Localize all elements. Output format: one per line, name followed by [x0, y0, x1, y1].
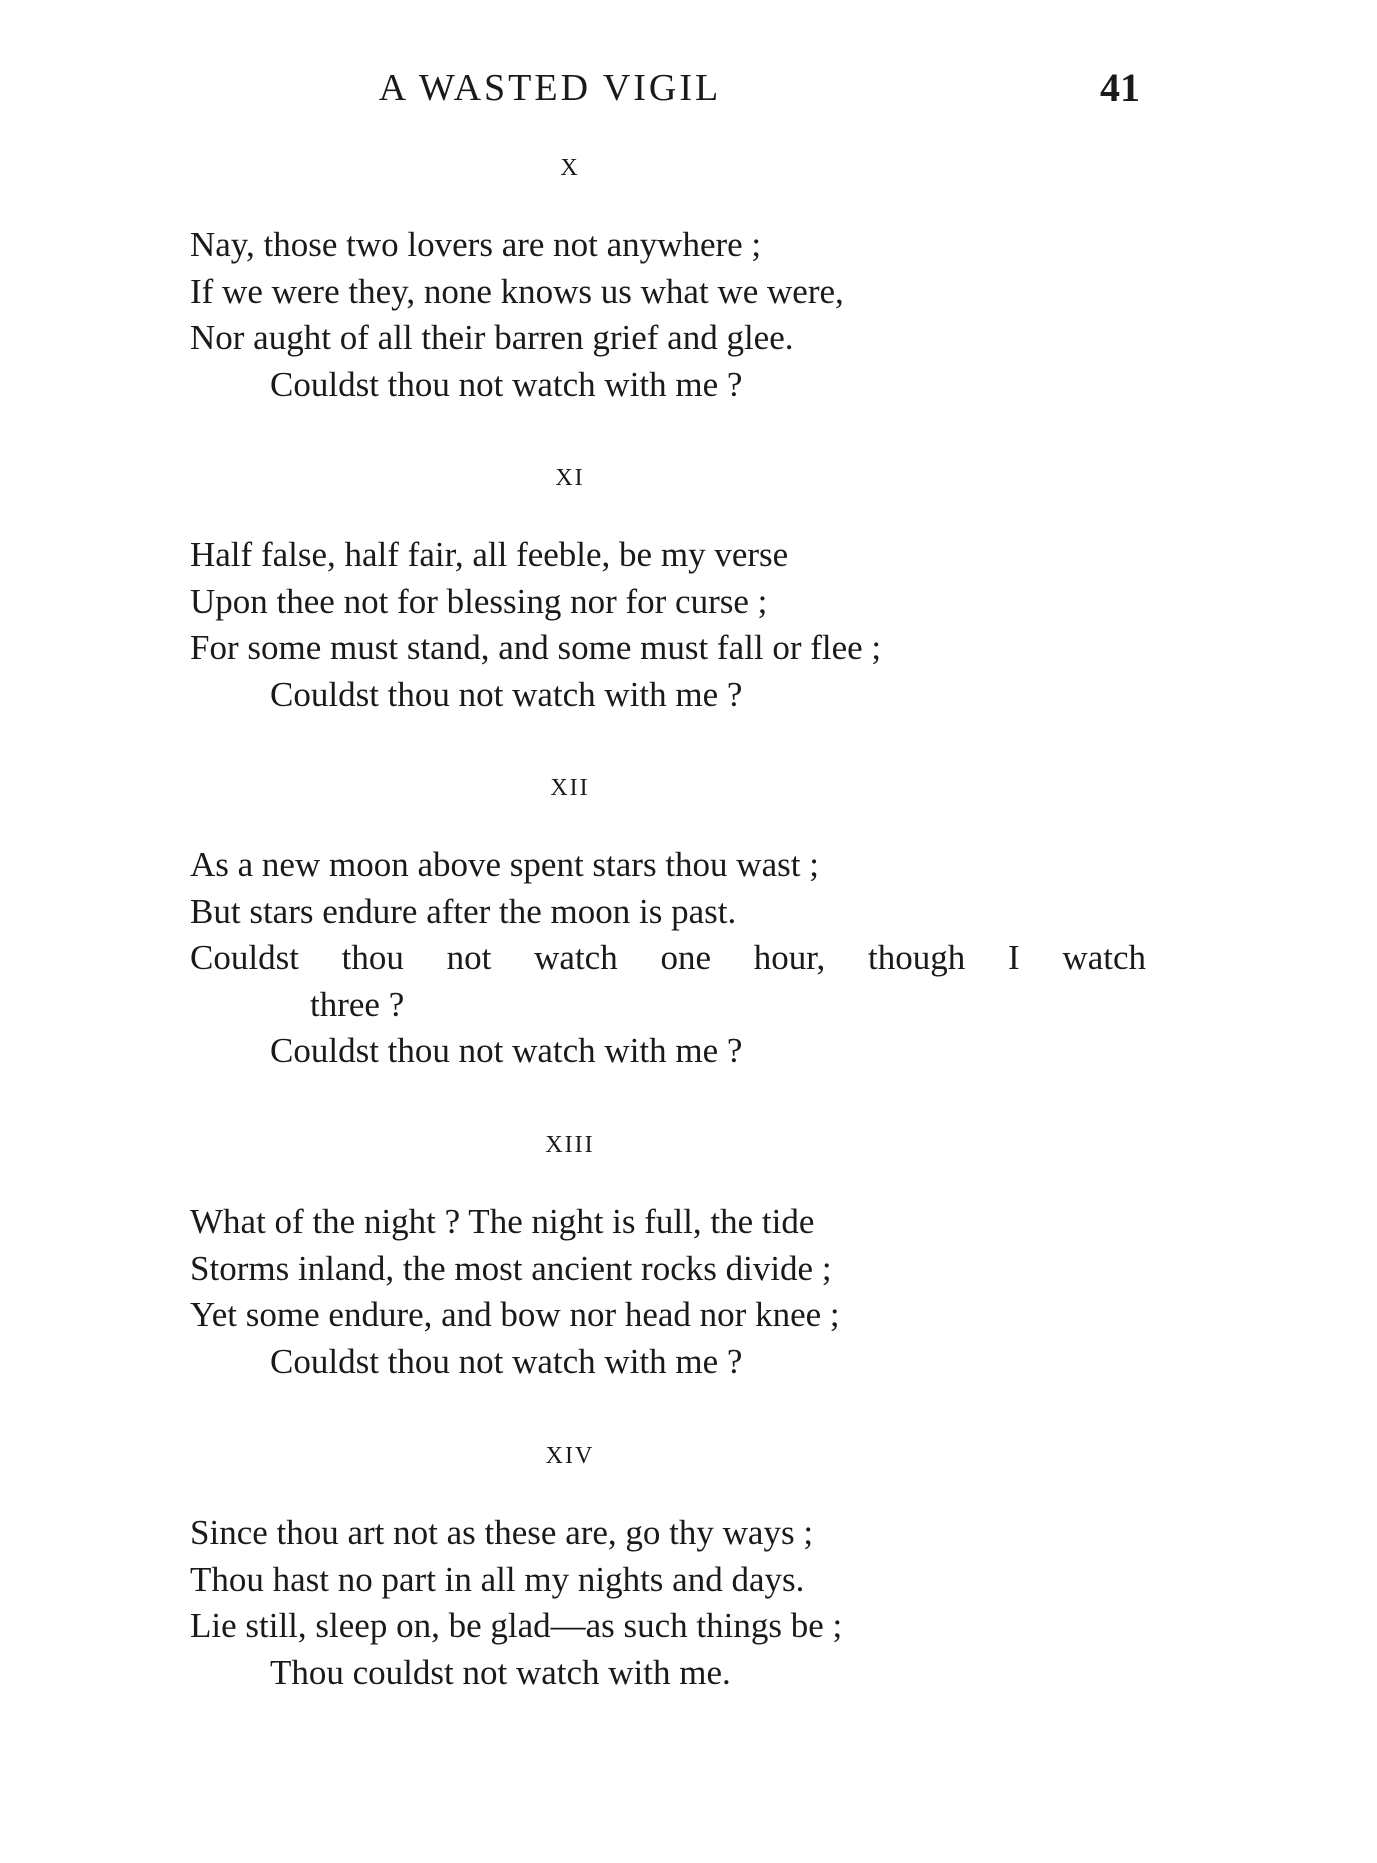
verse-line: Half false, half fair, all feeble, be my verse	[190, 535, 789, 574]
running-head	[0, 58, 1377, 118]
verse-line: But stars endure after the moon is past.	[190, 891, 737, 931]
verse-line-continuation: three ?	[310, 984, 405, 1024]
refrain-line: Thou couldst not watch with me.	[270, 1652, 731, 1692]
verse-line: Couldst thou not watch one hour, though I watch	[190, 938, 1146, 977]
stanza-xiv	[190, 1436, 1190, 1696]
stanza-numeral: XI	[555, 465, 585, 491]
running-title: A WASTED VIGIL	[378, 67, 722, 109]
refrain-line: Couldst thou not watch with me ?	[270, 1031, 743, 1070]
page-number: 41	[1100, 65, 1140, 110]
verse-line: As a new moon above spent stars thou wast ;	[190, 845, 819, 884]
verse-line: What of the night ? The night is full, the tide	[190, 1202, 815, 1241]
verse-line: Lie still, sleep on, be glad—as such things be ;	[190, 1606, 843, 1645]
refrain-line: Couldst thou not watch with me ?	[270, 364, 743, 404]
verse-line: Upon thee not for blessing nor for curse ;	[190, 581, 768, 621]
verse-line: Nay, those two lovers are not anywhere ;	[190, 225, 762, 264]
stanza-numeral: XIII	[545, 1132, 595, 1158]
stanza-numeral: XII	[550, 775, 590, 801]
stanza-numeral: X	[560, 155, 580, 181]
verse-line: Since thou art not as these are, go thy ways ;	[190, 1513, 814, 1552]
verse-line: If we were they, none knows us what we were,	[190, 271, 844, 311]
verse-line: Yet some endure, and bow nor head nor knee ;	[190, 1295, 840, 1334]
refrain-line: Couldst thou not watch with me ?	[270, 1341, 743, 1381]
stanza-x	[190, 148, 1190, 408]
verse-line: For some must stand, and some must fall or flee ;	[190, 628, 882, 667]
stanza-xii	[190, 768, 1190, 1075]
refrain-line: Couldst thou not watch with me ?	[270, 674, 743, 714]
stanza-numeral: XIV	[545, 1443, 595, 1469]
stanza-xiii	[190, 1125, 1190, 1385]
stanza-xi	[190, 458, 1190, 718]
verse-line: Storms inland, the most ancient rocks divide ;	[190, 1248, 832, 1288]
verse-line: Thou hast no part in all my nights and days.	[190, 1559, 805, 1599]
verse-line: Nor aught of all their barren grief and glee.	[190, 318, 794, 357]
